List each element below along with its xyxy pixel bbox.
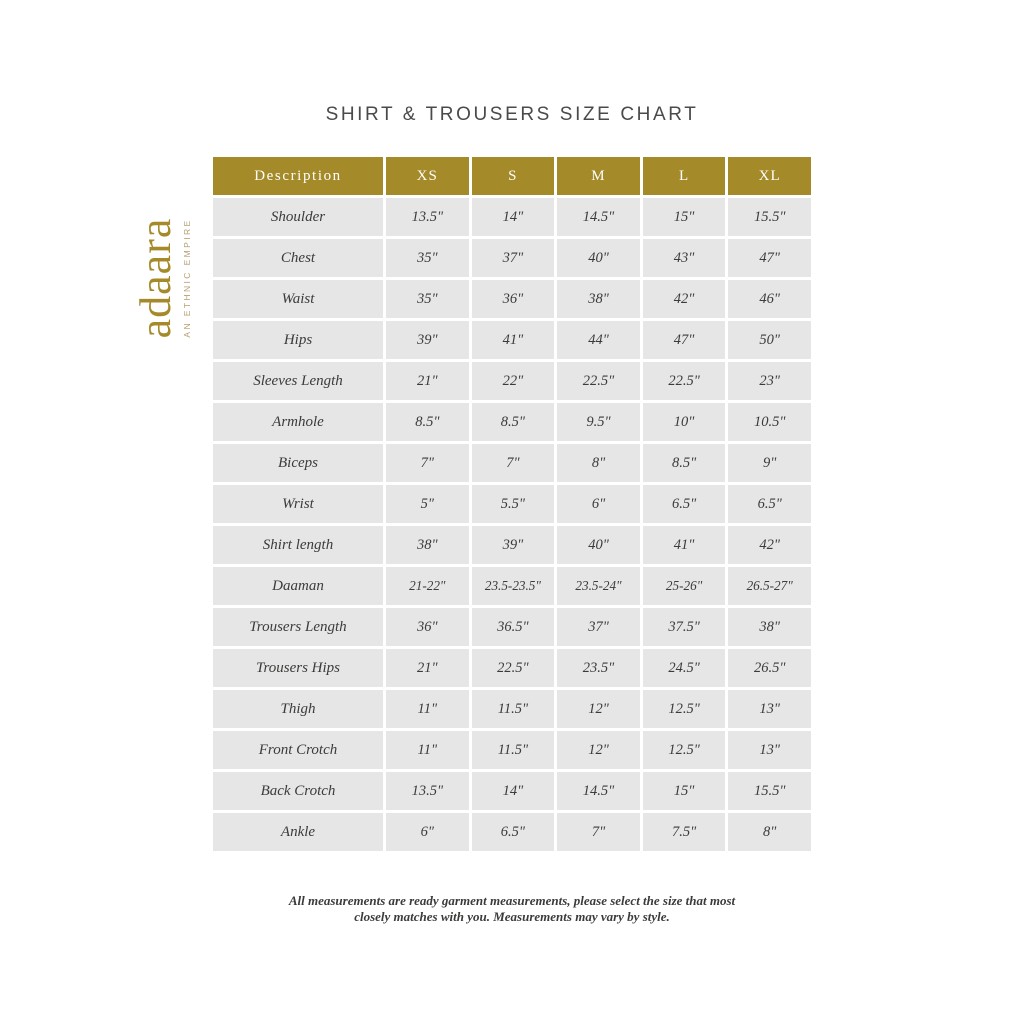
cell-xs: 13.5" bbox=[386, 772, 469, 810]
cell-s: 36.5" bbox=[472, 608, 555, 646]
cell-m: 14.5" bbox=[557, 772, 640, 810]
cell-s: 8.5" bbox=[472, 403, 555, 441]
cell-m: 12" bbox=[557, 690, 640, 728]
cell-m: 6" bbox=[557, 485, 640, 523]
cell-m: 12" bbox=[557, 731, 640, 769]
footnote-line-2: closely matches with you. Measurements may vary by style. bbox=[354, 909, 670, 924]
cell-l: 37.5" bbox=[643, 608, 726, 646]
cell-xs: 35" bbox=[386, 239, 469, 277]
cell-s: 22" bbox=[472, 362, 555, 400]
row-label: Waist bbox=[213, 280, 383, 318]
cell-s: 22.5" bbox=[472, 649, 555, 687]
cell-xl: 50" bbox=[728, 321, 811, 359]
cell-xs: 7" bbox=[386, 444, 469, 482]
cell-xl: 13" bbox=[728, 731, 811, 769]
brand-logo bbox=[118, 178, 208, 378]
cell-xl: 10.5" bbox=[728, 403, 811, 441]
cell-xl: 26.5-27" bbox=[728, 567, 811, 605]
cell-s: 5.5" bbox=[472, 485, 555, 523]
column-header-description: Description bbox=[213, 157, 383, 195]
cell-m: 37" bbox=[557, 608, 640, 646]
cell-xs: 35" bbox=[386, 280, 469, 318]
cell-l: 10" bbox=[643, 403, 726, 441]
cell-s: 11.5" bbox=[472, 690, 555, 728]
table-row bbox=[213, 198, 811, 236]
row-label: Daaman bbox=[213, 567, 383, 605]
cell-xl: 6.5" bbox=[728, 485, 811, 523]
cell-l: 22.5" bbox=[643, 362, 726, 400]
cell-m: 40" bbox=[557, 239, 640, 277]
row-label: Armhole bbox=[213, 403, 383, 441]
brand-tagline: AN ETHNIC EMPIRE bbox=[182, 218, 192, 338]
cell-xl: 15.5" bbox=[728, 772, 811, 810]
cell-m: 8" bbox=[557, 444, 640, 482]
cell-l: 42" bbox=[643, 280, 726, 318]
row-label: Shoulder bbox=[213, 198, 383, 236]
cell-m: 23.5-24" bbox=[557, 567, 640, 605]
size-chart-table bbox=[210, 154, 814, 854]
table-row bbox=[213, 567, 811, 605]
table-row bbox=[213, 403, 811, 441]
row-label: Sleeves Length bbox=[213, 362, 383, 400]
cell-s: 39" bbox=[472, 526, 555, 564]
table-row bbox=[213, 526, 811, 564]
cell-xl: 15.5" bbox=[728, 198, 811, 236]
cell-xl: 26.5" bbox=[728, 649, 811, 687]
table-row bbox=[213, 649, 811, 687]
cell-m: 22.5" bbox=[557, 362, 640, 400]
cell-xl: 13" bbox=[728, 690, 811, 728]
cell-l: 41" bbox=[643, 526, 726, 564]
cell-xs: 11" bbox=[386, 731, 469, 769]
cell-xl: 9" bbox=[728, 444, 811, 482]
cell-xs: 21" bbox=[386, 362, 469, 400]
row-label: Trousers Hips bbox=[213, 649, 383, 687]
footnote-line-1: All measurements are ready garment measurements, please select the size that most bbox=[288, 893, 736, 908]
cell-xs: 21-22" bbox=[386, 567, 469, 605]
table-row bbox=[213, 444, 811, 482]
table-row bbox=[213, 731, 811, 769]
row-label: Wrist bbox=[213, 485, 383, 523]
cell-xs: 38" bbox=[386, 526, 469, 564]
cell-xs: 13.5" bbox=[386, 198, 469, 236]
row-label: Hips bbox=[213, 321, 383, 359]
table-row bbox=[213, 362, 811, 400]
table-row bbox=[213, 485, 811, 523]
column-header-l: L bbox=[643, 157, 726, 195]
cell-xl: 42" bbox=[728, 526, 811, 564]
cell-s: 7" bbox=[472, 444, 555, 482]
cell-s: 37" bbox=[472, 239, 555, 277]
cell-l: 8.5" bbox=[643, 444, 726, 482]
row-label: Thigh bbox=[213, 690, 383, 728]
row-label: Front Crotch bbox=[213, 731, 383, 769]
cell-xs: 6" bbox=[386, 813, 469, 851]
row-label: Ankle bbox=[213, 813, 383, 851]
cell-l: 15" bbox=[643, 772, 726, 810]
cell-l: 43" bbox=[643, 239, 726, 277]
cell-l: 47" bbox=[643, 321, 726, 359]
table-row bbox=[213, 608, 811, 646]
cell-xl: 47" bbox=[728, 239, 811, 277]
table-row bbox=[213, 239, 811, 277]
cell-m: 23.5" bbox=[557, 649, 640, 687]
cell-m: 9.5" bbox=[557, 403, 640, 441]
cell-s: 14" bbox=[472, 772, 555, 810]
cell-m: 40" bbox=[557, 526, 640, 564]
cell-xs: 39" bbox=[386, 321, 469, 359]
row-label: Shirt length bbox=[213, 526, 383, 564]
row-label: Chest bbox=[213, 239, 383, 277]
table-row bbox=[213, 321, 811, 359]
cell-s: 23.5-23.5" bbox=[472, 567, 555, 605]
size-chart-table-wrapper bbox=[210, 154, 814, 854]
cell-xs: 5" bbox=[386, 485, 469, 523]
cell-xs: 36" bbox=[386, 608, 469, 646]
table-body bbox=[213, 198, 811, 851]
cell-m: 7" bbox=[557, 813, 640, 851]
column-header-xs: XS bbox=[386, 157, 469, 195]
cell-l: 12.5" bbox=[643, 690, 726, 728]
column-header-s: S bbox=[472, 157, 555, 195]
cell-s: 14" bbox=[472, 198, 555, 236]
cell-l: 6.5" bbox=[643, 485, 726, 523]
cell-s: 11.5" bbox=[472, 731, 555, 769]
cell-xl: 46" bbox=[728, 280, 811, 318]
row-label: Trousers Length bbox=[213, 608, 383, 646]
footnote bbox=[0, 893, 1024, 925]
cell-xs: 21" bbox=[386, 649, 469, 687]
table-row bbox=[213, 690, 811, 728]
cell-m: 38" bbox=[557, 280, 640, 318]
cell-s: 41" bbox=[472, 321, 555, 359]
cell-m: 14.5" bbox=[557, 198, 640, 236]
cell-l: 7.5" bbox=[643, 813, 726, 851]
cell-xs: 8.5" bbox=[386, 403, 469, 441]
cell-m: 44" bbox=[557, 321, 640, 359]
table-header-row bbox=[213, 157, 811, 195]
table-row bbox=[213, 772, 811, 810]
cell-s: 36" bbox=[472, 280, 555, 318]
cell-xl: 8" bbox=[728, 813, 811, 851]
cell-s: 6.5" bbox=[472, 813, 555, 851]
cell-xs: 11" bbox=[386, 690, 469, 728]
table-row bbox=[213, 280, 811, 318]
table-row bbox=[213, 813, 811, 851]
cell-xl: 38" bbox=[728, 608, 811, 646]
brand-name: adaara bbox=[131, 217, 180, 339]
cell-l: 25-26" bbox=[643, 567, 726, 605]
column-header-m: M bbox=[557, 157, 640, 195]
table-header bbox=[213, 157, 811, 195]
row-label: Back Crotch bbox=[213, 772, 383, 810]
row-label: Biceps bbox=[213, 444, 383, 482]
page-title: SHIRT & TROUSERS SIZE CHART bbox=[325, 104, 699, 125]
cell-l: 12.5" bbox=[643, 731, 726, 769]
cell-l: 24.5" bbox=[643, 649, 726, 687]
cell-l: 15" bbox=[643, 198, 726, 236]
cell-xl: 23" bbox=[728, 362, 811, 400]
column-header-xl: XL bbox=[728, 157, 811, 195]
